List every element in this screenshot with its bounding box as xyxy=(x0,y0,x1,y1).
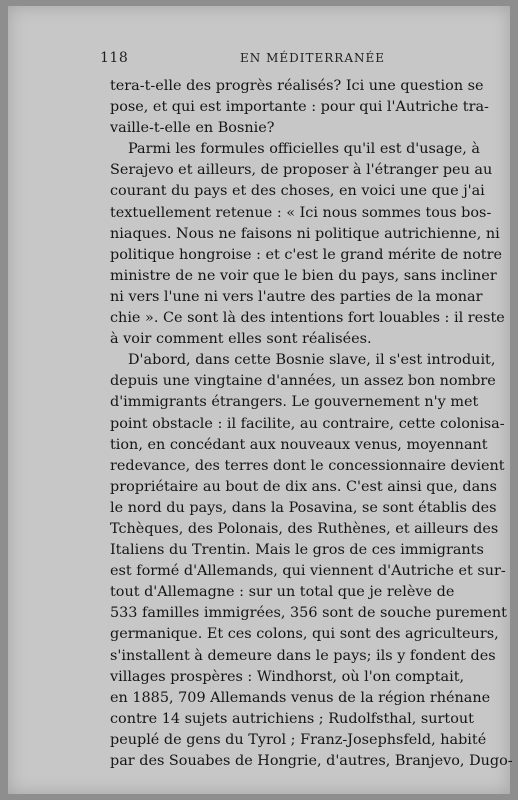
page-header xyxy=(100,50,480,70)
text-line: Italiens du Trentin. Mais le gros de ces immigrants xyxy=(110,542,484,559)
text-line: tera-t-elle des progrès réalisés? Ici une question se xyxy=(110,78,484,94)
text-line: le nord du pays, dans la Posavina, se sont établis des xyxy=(110,499,497,516)
text-line: pose, et qui est importante : pour qui l'Autriche tra- xyxy=(110,99,489,116)
text-line: 533 familles immigrées, 356 sont de souche purement xyxy=(110,605,507,622)
text-line: courant du pays et des choses, en voici une que j'ai xyxy=(110,183,485,200)
paragraph-start-line: Parmi les formules officielles qu'il est d'usage, à xyxy=(128,141,480,158)
text-line: est formé d'Allemands, qui viennent d'Autriche et sur- xyxy=(110,563,506,580)
text-line: Serajevo et ailleurs, de proposer à l'étranger peu au xyxy=(110,162,493,179)
text-line: chie ». Ce sont là des intentions fort louables : il reste xyxy=(110,310,505,327)
text-line: ministre de ne voir que le bien du pays, sans incliner xyxy=(110,267,497,284)
text-line: depuis une vingtaine d'années, un assez bon nombre xyxy=(110,373,496,390)
text-line: politique hongroise : et c'est le grand mérite de notre xyxy=(110,246,502,263)
text-line: point obstacle : il facilite, au contraire, cette colonisa- xyxy=(110,415,505,432)
page-number: 118 xyxy=(100,50,129,66)
text-line: contre 14 sujets autrichiens ; Rudolfsthal, surtout xyxy=(110,710,474,727)
book-page xyxy=(8,6,513,794)
text-line: villages prospères : Windhorst, où l'on comptait, xyxy=(110,668,465,685)
text-line: tion, en concédant aux nouveaux venus, moyennant xyxy=(110,436,488,453)
running-title: EN MÉDITERRANÉE xyxy=(240,51,386,65)
body-text xyxy=(110,76,513,772)
text-line: d'immigrants étrangers. Le gouvernement n'y met xyxy=(110,394,479,411)
text-line: tout d'Allemagne : sur un total que je relève de xyxy=(110,584,455,601)
text-line: Tchèques, des Polonais, des Ruthènes, et ailleurs des xyxy=(110,520,499,537)
text-line: par des Souabes de Hongrie, d'autres, Branjevo, Dugo- xyxy=(110,753,513,769)
text-line: redevance, des terres dont le concessionnaire devient xyxy=(110,457,505,474)
text-line: à voir comment elles sont réalisées. xyxy=(110,331,372,348)
text-line: s'installent à demeure dans le pays; ils y fondent des xyxy=(110,647,496,664)
paragraph-start-line: D'abord, dans cette Bosnie slave, il s'est introduit, xyxy=(128,352,496,369)
text-line: germanique. Et ces colons, qui sont des agriculteurs, xyxy=(110,626,499,643)
text-line: vaille-t-elle en Bosnie? xyxy=(110,120,275,137)
text-line: peuplé de gens du Tyrol ; Franz-Josephsfeld, habité xyxy=(110,731,487,748)
text-line: textuellement retenue : « Ici nous sommes tous bos- xyxy=(110,204,492,221)
text-line: propriétaire au bout de dix ans. C'est ainsi que, dans xyxy=(110,478,497,495)
text-line: ni vers l'une ni vers l'autre des parties de la monar xyxy=(110,288,483,305)
text-line: en 1885, 709 Allemands venus de la région rhénane xyxy=(110,689,491,706)
text-line: niaques. Nous ne faisons ni politique autrichienne, ni xyxy=(110,225,500,242)
